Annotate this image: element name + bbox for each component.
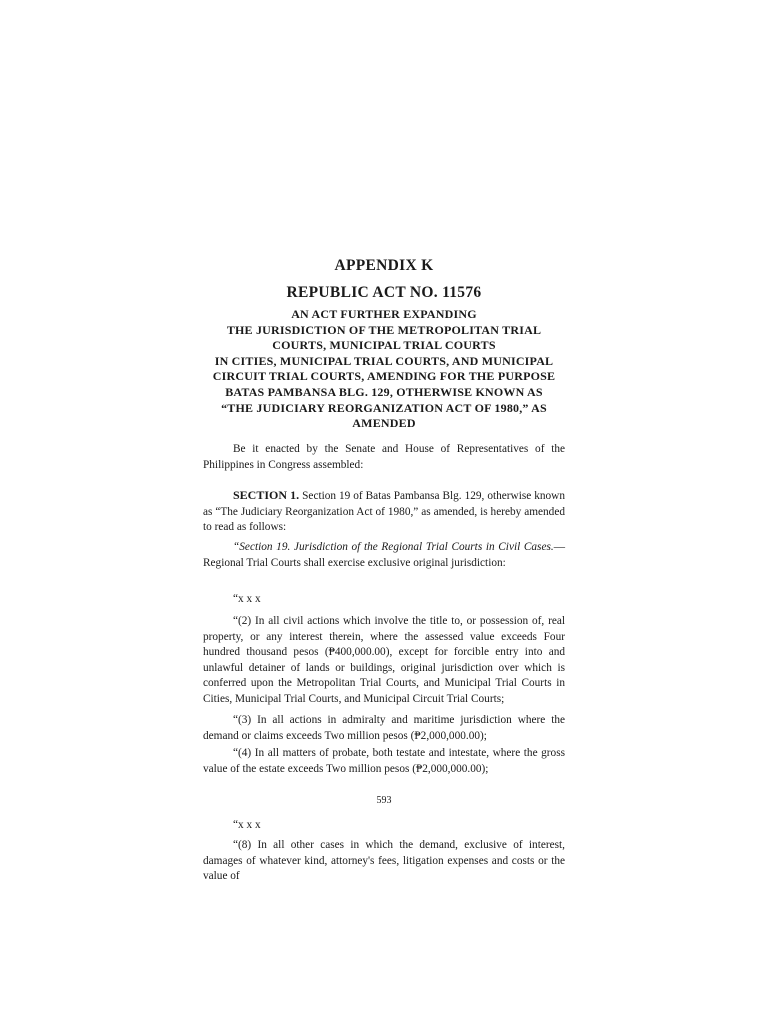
act-title-line: BATAS PAMBANSA BLG. 129, OTHERWISE KNOWN AS: [225, 384, 543, 399]
act-number-heading: REPUBLIC ACT NO. 11576: [286, 284, 482, 301]
act-title-line: THE JURISDICTION OF THE METROPOLITAN TRIAL: [226, 322, 542, 337]
paragraph-item-8: “(8) In all other cases in which the demand, exclusive of interest, damages of whatever kind, attorney's fees, litigation expenses and costs or the value of: [203, 839, 565, 882]
omission-marker: “x x x: [233, 593, 261, 605]
section-1-paragraph: [203, 488, 565, 536]
enacting-clause: Be it enacted by the Senate and House of Representatives of the Philippines in Congress assembled:: [203, 443, 565, 471]
act-title-line: AMENDED: [352, 416, 416, 431]
paragraph-item-4: “(4) In all matters of probate, both testate and intestate, where the gross value of the estate exceeds Two million pesos (₱2,000,000.00);: [203, 747, 565, 775]
paragraph-item-3: “(3) In all actions in admiralty and maritime jurisdiction where the demand or claims exceeds Two million pesos (₱2,000,000.00);: [203, 714, 565, 742]
section-19-text: —Regional Trial Courts shall exercise exclusive original jurisdiction:: [203, 541, 565, 569]
section-1-text: Section 19 of Batas Pambansa Blg. 129, otherwise known as “The Judiciary Reorganization Act of 1980,” as amended, is hereby amended to read as follows:: [203, 490, 565, 533]
omission-marker: “x x x: [233, 819, 261, 831]
page-number: 593: [376, 795, 392, 806]
act-title-line: CIRCUIT TRIAL COURTS, AMENDING FOR THE PURPOSE: [212, 369, 556, 384]
section-19-heading: “Section 19. Jurisdiction of the Regional Trial Courts in Civil Cases.: [233, 541, 554, 553]
section-1-lead: SECTION 1.: [233, 488, 300, 502]
act-title-line: IN CITIES, MUNICIPAL TRIAL COURTS, AND MUNICIPAL: [214, 353, 554, 368]
act-title-line: AN ACT FURTHER EXPANDING: [291, 307, 477, 321]
act-title: [203, 307, 565, 432]
paragraph-item-2: “(2) In all civil actions which involve the title to, or possession of, real property, or any interest therein, where the assessed value exceeds Four hundred thousand pesos (₱400,000.00), except for forcible entry into and unlawful detainer of lands or buildings, original jurisdiction over which is conferred upon the Metropolitan Trial Courts, and Municipal Trial Courts in Cities, Municipal Trial Courts, and Municipal Circuit Trial Courts;: [203, 615, 565, 705]
section-19-paragraph: [203, 540, 565, 571]
appendix-heading: APPENDIX K: [334, 257, 434, 274]
act-title-line: COURTS, MUNICIPAL TRIAL COURTS: [272, 338, 496, 353]
act-title-line: “THE JUDICIARY REORGANIZATION ACT OF 1980,” AS: [221, 400, 547, 415]
